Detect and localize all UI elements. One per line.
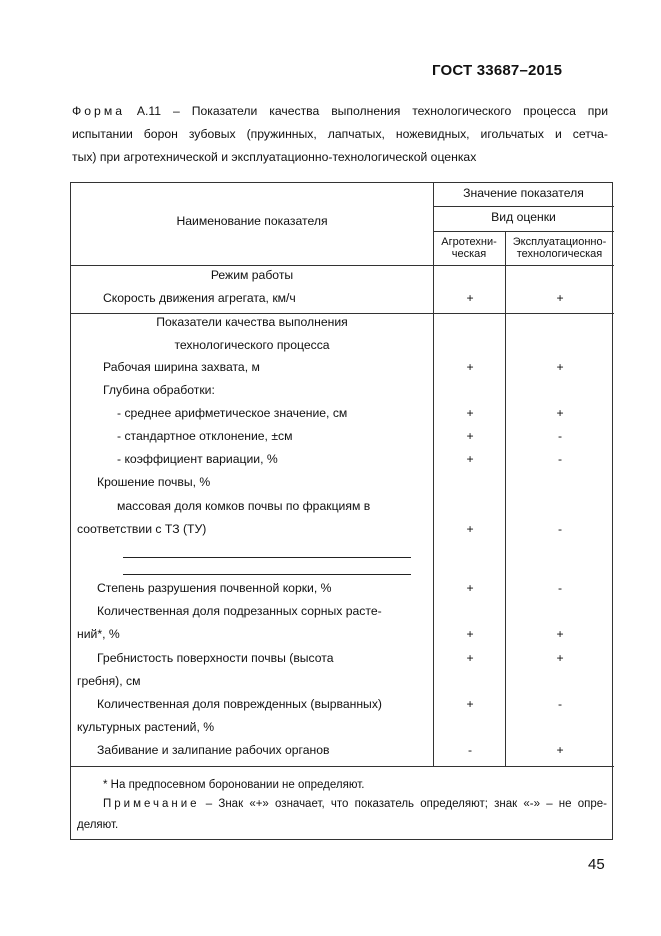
section-operating-mode: Режим работы xyxy=(210,268,294,282)
row-cv-agro: + xyxy=(466,452,474,466)
caption-line-1 xyxy=(72,100,608,123)
row-clog-oper: + xyxy=(556,743,564,757)
note-line-1 xyxy=(77,794,607,815)
blank-line-2 xyxy=(123,574,411,575)
row-mass-label-1: массовая доля комков почвы по фракциям в xyxy=(117,499,371,513)
header-agro-l2: ческая xyxy=(451,248,487,260)
standard-number: ГОСТ 33687–2015 xyxy=(432,62,563,79)
row-weeds-agro: + xyxy=(466,627,474,641)
row-mean-oper: + xyxy=(556,406,564,420)
caption-line-2: испытании борон зубовых (пружинных, лапчатых, ножевидных, игольчатых и сетча- xyxy=(72,127,608,141)
row-weeds-label-2: ний*, % xyxy=(77,627,120,641)
header-indicator-value: Значение показателя xyxy=(463,186,584,200)
row-crop-agro: + xyxy=(466,697,474,711)
row-speed-label: Скорость движения агрегата, км/ч xyxy=(103,291,296,305)
row-mean-label: - среднее арифметическое значение, см xyxy=(117,406,348,420)
header-oper-l1: Эксплуатационно- xyxy=(512,236,607,248)
caption-line-1-text: А.11 – Показатели качества выполнения технологического процесса при xyxy=(124,104,608,118)
notes-divider xyxy=(71,766,614,767)
form-caption xyxy=(72,100,608,169)
header-indicator-name: Наименование показателя xyxy=(176,214,328,228)
row-speed-agro: + xyxy=(466,291,474,305)
row-ridge-agro: + xyxy=(466,651,474,665)
header-divider-1 xyxy=(433,206,614,207)
footnote: * На предпосевном бороновании не определяют. xyxy=(103,779,365,791)
row-sd-label: - стандартное отклонение, ±см xyxy=(117,429,293,443)
row-clog-agro: - xyxy=(467,743,473,757)
header-operational xyxy=(505,236,614,260)
row-mass-agro: + xyxy=(466,522,474,536)
row-crumb-label: Крошение почвы, % xyxy=(97,475,211,489)
row-mass-label-2: соответствии с ТЗ (ТУ) xyxy=(77,522,207,536)
row-crust-label: Степень разрушения почвенной корки, % xyxy=(97,581,332,595)
column-divider-1 xyxy=(433,183,434,766)
row-depth-label: Глубина обработки: xyxy=(103,383,215,397)
row-cv-oper: - xyxy=(557,452,563,466)
row-clog-label: Забивание и залипание рабочих органов xyxy=(97,743,330,757)
row-crop-label-1: Количественная доля поврежденных (вырванных) xyxy=(97,697,382,711)
form-word: Форма xyxy=(72,104,125,118)
section-quality-title-1: Показатели качества выполнения xyxy=(156,315,348,329)
row-width-oper: + xyxy=(556,360,564,374)
row-weeds-label-1: Количественная доля подрезанных сорных расте- xyxy=(97,604,382,618)
row-cv-label: - коэффициент вариации, % xyxy=(117,452,278,466)
section-quality-title-2: технологического процесса xyxy=(174,338,330,352)
header-assessment-kind: Вид оценки xyxy=(491,210,556,224)
note-block xyxy=(77,794,607,836)
blank-line-1 xyxy=(123,557,411,558)
row-mass-oper: - xyxy=(557,522,563,536)
row-mean-agro: + xyxy=(466,406,474,420)
row-ridge-label-2: гребня), см xyxy=(77,674,141,688)
header-bottom-line xyxy=(71,265,614,266)
header-divider-2 xyxy=(433,231,614,232)
row-crust-agro: + xyxy=(466,581,474,595)
header-oper-l2: технологическая xyxy=(516,248,603,260)
header-agro-l1: Агротехни- xyxy=(441,236,497,248)
row-sd-oper: - xyxy=(557,429,563,443)
row-speed-oper: + xyxy=(556,291,564,305)
row-width-agro: + xyxy=(466,360,474,374)
row-ridge-oper: + xyxy=(556,651,564,665)
row-ridge-label-1: Гребнистость поверхности почвы (высота xyxy=(97,651,334,665)
section-divider xyxy=(71,313,614,314)
row-crop-label-2: культурных растений, % xyxy=(77,720,215,734)
page-number: 45 xyxy=(588,856,605,873)
caption-line-3: тых) при агротехнической и эксплуатационно-технологической оценках xyxy=(72,150,477,164)
note-word: Примечание xyxy=(103,798,200,810)
header-agrotechnical xyxy=(433,236,505,260)
row-crust-oper: - xyxy=(557,581,563,595)
note-line-2: деляют. xyxy=(77,819,119,831)
column-divider-2 xyxy=(505,231,506,766)
row-crop-oper: - xyxy=(557,697,563,711)
row-sd-agro: + xyxy=(466,429,474,443)
row-weeds-oper: + xyxy=(556,627,564,641)
note-text: – Знак «+» означает, что показатель определяют; знак «-» – не опре- xyxy=(199,798,607,810)
row-width-label: Рабочая ширина захвата, м xyxy=(103,360,260,374)
indicators-table xyxy=(70,182,613,840)
